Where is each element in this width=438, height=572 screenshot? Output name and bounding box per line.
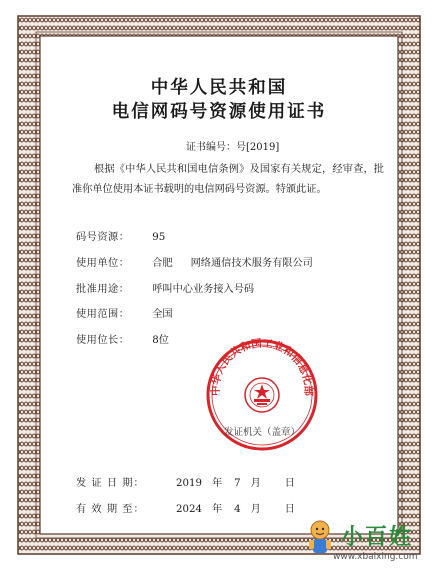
month-char: 月	[250, 478, 261, 489]
field-using-unit	[76, 256, 313, 272]
certificate-body	[52, 48, 386, 528]
field-approved-use	[76, 282, 254, 298]
mascot-logo-icon	[305, 518, 335, 558]
day-char: 日	[284, 504, 295, 515]
watermark-brand: 小百姓	[341, 525, 414, 550]
field-label: 使用范围：	[76, 309, 130, 320]
year-char: 年	[211, 504, 223, 515]
expiry-year: 2024	[176, 504, 202, 515]
field-number-resource	[76, 230, 165, 246]
national-emblem-icon	[245, 378, 279, 412]
year-char: 年	[211, 478, 223, 489]
certificate-paragraph: 根据《中华人民共和国电信条例》及国家有关规定，经审查，批准你单位使用本证书载明的电信网码号资源。特颁此证。	[72, 164, 384, 195]
field-value-company: 网络通信技术服务有限公司	[190, 258, 313, 269]
watermark-url: www.xbaixing.com	[333, 552, 418, 562]
expiry-month: 4	[234, 504, 241, 515]
svg-text:发证机关（盖章）: 发证机关（盖章）	[223, 427, 301, 438]
certificate-title-line2: 电信网码号资源使用证书	[111, 102, 327, 122]
field-value: 呼叫中心业务接入号码	[152, 284, 255, 295]
issue-date	[76, 476, 295, 492]
certificate-title-line1: 中华人民共和国	[150, 78, 288, 98]
field-value: 8位	[152, 335, 169, 346]
month-char: 月	[250, 504, 261, 515]
official-seal	[202, 333, 322, 453]
issue-year: 2019	[176, 478, 202, 489]
expiry-date-label: 有 效 期 至：	[76, 504, 145, 515]
field-value: 95	[152, 232, 166, 243]
field-value: 全国	[152, 309, 173, 320]
day-char: 日	[284, 478, 295, 489]
field-label: 批准用途：	[76, 284, 130, 295]
field-digit-length	[76, 333, 169, 349]
issue-date-label: 发 证 日 期：	[76, 478, 145, 489]
expiry-date	[76, 502, 295, 518]
field-scope	[76, 307, 173, 323]
svg-text:中华人民共和国工业和信息化部: 中华人民共和国工业和信息化部	[209, 337, 315, 397]
field-label: 使用单位：	[76, 258, 130, 269]
field-label: 码号资源：	[76, 232, 130, 243]
field-label: 使用位长：	[76, 335, 130, 346]
issue-month: 7	[234, 478, 241, 489]
field-value: 合肥	[152, 258, 173, 269]
watermark	[305, 518, 435, 568]
certificate-number: 证书编号：号[2019]	[186, 142, 280, 153]
